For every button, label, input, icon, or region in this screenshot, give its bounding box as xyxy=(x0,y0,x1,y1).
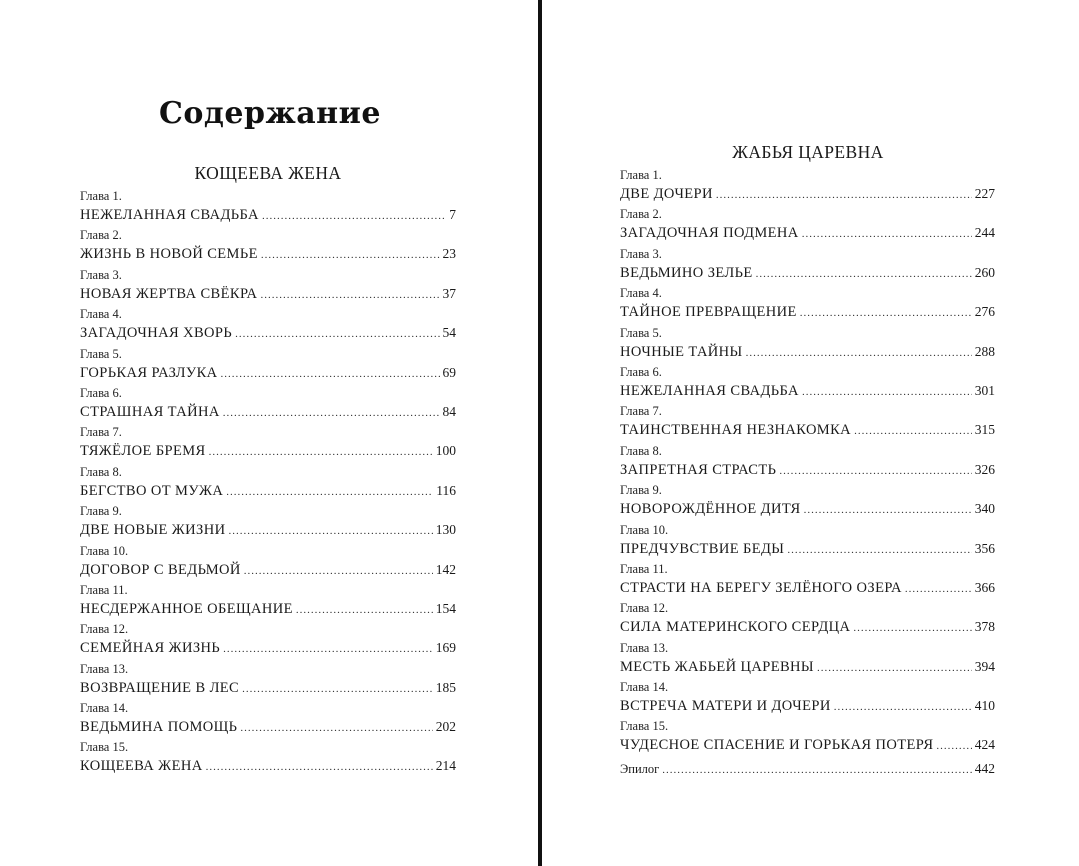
chapter-number: Глава 5. xyxy=(620,325,662,340)
toc-entry-line xyxy=(80,519,456,541)
dot-leader xyxy=(817,657,972,679)
page-number: 142 xyxy=(435,561,456,577)
chapter-title: ТАИНСТВЕННАЯ НЕЗНАКОМКА xyxy=(620,422,852,439)
dot-leader xyxy=(209,441,433,463)
chapter-title: СЕМЕЙНАЯ ЖИЗНЬ xyxy=(80,640,221,657)
dot-leader xyxy=(853,617,971,639)
chapter-title: ТАЙНОЕ ПРЕВРАЩЕНИЕ xyxy=(620,304,797,321)
toc-title: Содержание xyxy=(159,96,381,131)
toc-entry-line xyxy=(620,222,995,244)
toc-entry xyxy=(80,188,456,227)
part-title-left: КОЩЕЕВА ЖЕНА xyxy=(194,163,342,183)
toc-list-left xyxy=(80,188,456,779)
toc-entry-line xyxy=(80,480,456,502)
toc-entry xyxy=(620,679,995,718)
dot-leader xyxy=(235,323,439,345)
page-number: 326 xyxy=(974,461,995,477)
dot-leader xyxy=(834,696,972,718)
page-number: 276 xyxy=(974,304,995,320)
dot-leader xyxy=(779,460,971,482)
toc-entry xyxy=(620,600,995,639)
toc-entry-line xyxy=(620,419,995,441)
page-number: 69 xyxy=(442,364,456,380)
toc-entry-line xyxy=(80,243,456,265)
toc-entry xyxy=(80,700,456,739)
toc-entry xyxy=(80,739,456,778)
toc-entry xyxy=(80,385,456,424)
toc-entry-line xyxy=(620,538,995,560)
page-number: 7 xyxy=(449,207,456,222)
dot-leader xyxy=(223,402,440,424)
dot-leader xyxy=(223,638,433,660)
chapter-title: ЗАПРЕТНАЯ СТРАСТЬ xyxy=(620,461,777,478)
toc-entry-line xyxy=(620,341,995,363)
toc-entry xyxy=(620,206,995,245)
toc-entry xyxy=(620,285,995,324)
chapter-title: ПРЕДЧУВСТВИЕ БЕДЫ xyxy=(620,540,785,557)
chapter-title: МЕСТЬ ЖАБЬЕЙ ЦАРЕВНЫ xyxy=(620,658,814,675)
dot-leader xyxy=(662,759,972,781)
toc-entry xyxy=(80,424,456,463)
toc-entry-line xyxy=(620,498,995,520)
toc-entry-line xyxy=(620,380,995,402)
dot-leader xyxy=(716,184,972,206)
dot-leader xyxy=(244,560,433,582)
page-number: 227 xyxy=(974,186,995,201)
chapter-title: СТРАСТИ НА БЕРЕГУ ЗЕЛЁНОГО ОЗЕРА xyxy=(620,579,902,596)
chapter-title: НЕСДЕРЖАННОЕ ОБЕЩАНИЕ xyxy=(80,600,293,617)
page-number: 394 xyxy=(974,658,995,674)
chapter-title: ВОЗВРАЩЕНИЕ В ЛЕС xyxy=(80,679,240,696)
chapter-number: Глава 4. xyxy=(620,286,662,301)
dot-leader xyxy=(240,717,432,739)
page-number: 356 xyxy=(974,540,995,556)
page-number: 54 xyxy=(442,325,456,341)
page-number: 100 xyxy=(435,443,456,459)
toc-entry xyxy=(80,346,456,385)
page-number: 288 xyxy=(974,343,995,359)
toc-entry-line xyxy=(620,262,995,284)
chapter-number: Глава 10. xyxy=(80,543,129,558)
toc-entry xyxy=(620,640,995,679)
chapter-title: ДОГОВОР С ВЕДЬМОЙ xyxy=(80,561,241,578)
toc-entry-line xyxy=(80,283,456,305)
toc-entry xyxy=(80,621,456,660)
dot-leader xyxy=(854,420,972,442)
chapter-title: ТЯЖЁЛОЕ БРЕМЯ xyxy=(80,443,206,460)
chapter-number: Глава 13. xyxy=(80,661,129,676)
dot-leader xyxy=(756,263,972,285)
page-number: 340 xyxy=(974,501,995,517)
chapter-title: ЗАГАДОЧНАЯ ХВОРЬ xyxy=(80,325,233,342)
chapter-title: БЕГСТВО ОТ МУЖА xyxy=(80,482,224,499)
chapter-number: Глава 2. xyxy=(620,207,662,222)
chapter-number: Глава 3. xyxy=(80,267,122,282)
page-number: 214 xyxy=(435,758,456,774)
page-number: 116 xyxy=(436,482,456,498)
chapter-title: ГОРЬКАЯ РАЗЛУКА xyxy=(80,364,218,381)
toc-entry-line xyxy=(620,656,995,678)
chapter-number: Глава 15. xyxy=(620,719,669,734)
chapter-number: Глава 12. xyxy=(80,622,129,637)
page-number: 23 xyxy=(442,246,456,262)
page-number: 84 xyxy=(442,403,456,419)
toc-entry-line xyxy=(620,616,995,638)
chapter-number: Глава 5. xyxy=(80,346,122,361)
page-number: 244 xyxy=(974,225,995,241)
dot-leader xyxy=(787,539,971,561)
page-number: 378 xyxy=(974,619,995,635)
page-number: 37 xyxy=(442,285,456,301)
toc-entry-line xyxy=(620,459,995,481)
page-number: 366 xyxy=(974,579,995,595)
toc-entry xyxy=(620,167,995,206)
dot-leader xyxy=(242,678,433,700)
dot-leader xyxy=(746,342,972,364)
chapter-title: ВЕДЬМИНО ЗЕЛЬЕ xyxy=(620,264,753,281)
dot-leader xyxy=(936,735,971,757)
chapter-number: Глава 11. xyxy=(620,561,668,576)
page-number: 301 xyxy=(974,382,995,398)
toc-entry xyxy=(620,718,995,757)
chapter-title: НОВАЯ ЖЕРТВА СВЁКРА xyxy=(80,285,258,302)
chapter-title: ВЕДЬМИНА ПОМОЩЬ xyxy=(80,719,238,736)
toc-list-right xyxy=(620,167,995,797)
chapter-number: Глава 7. xyxy=(620,404,662,419)
chapter-number: Глава 6. xyxy=(620,364,662,379)
chapter-number: Глава 14. xyxy=(620,680,669,695)
chapter-title: СИЛА МАТЕРИНСКОГО СЕРДЦА xyxy=(620,619,851,636)
page-number: 154 xyxy=(435,600,456,616)
chapter-number: Глава 8. xyxy=(80,464,122,479)
toc-entry-line xyxy=(80,755,456,777)
toc-entry-line xyxy=(620,183,995,205)
chapter-number: Глава 6. xyxy=(80,385,122,400)
chapter-number: Глава 3. xyxy=(620,246,662,261)
chapter-title: ЧУДЕСНОЕ СПАСЕНИЕ И ГОРЬКАЯ ПОТЕРЯ xyxy=(620,737,934,754)
page-number: 185 xyxy=(435,679,456,695)
toc-entry-line xyxy=(80,559,456,581)
toc-entry xyxy=(620,246,995,285)
toc-entry xyxy=(620,522,995,561)
toc-entry xyxy=(620,364,995,403)
page-number: 260 xyxy=(974,264,995,280)
toc-entry xyxy=(80,661,456,700)
toc-entry-line xyxy=(620,301,995,323)
chapter-title: НОВОРОЖДЁННОЕ ДИТЯ xyxy=(620,501,801,518)
chapter-title: СТРАШНАЯ ТАЙНА xyxy=(80,403,220,420)
dot-leader xyxy=(206,756,433,778)
toc-entry xyxy=(80,582,456,621)
toc-entry-line xyxy=(80,401,456,423)
chapter-number: Глава 8. xyxy=(620,443,662,458)
chapter-title: КОЩЕЕВА ЖЕНА xyxy=(80,758,203,775)
chapter-title: ДВЕ ДОЧЕРИ xyxy=(620,186,713,202)
page-number: 169 xyxy=(435,640,456,656)
toc-entry-line xyxy=(620,734,995,756)
toc-entry-line xyxy=(80,716,456,738)
chapter-title: НЕЖЕЛАННАЯ СВАДЬБА xyxy=(620,382,799,399)
dot-leader xyxy=(804,499,972,521)
page-number: 410 xyxy=(974,698,995,714)
chapter-number: Глава 11. xyxy=(80,582,128,597)
chapter-number: Глава 7. xyxy=(80,425,122,440)
toc-entry-line xyxy=(80,322,456,344)
dot-leader xyxy=(226,481,433,503)
chapter-number: Глава 15. xyxy=(80,740,129,755)
dot-leader xyxy=(221,363,440,385)
chapter-number: Глава 2. xyxy=(80,228,122,243)
toc-entry xyxy=(620,443,995,482)
dot-leader xyxy=(228,520,432,542)
chapter-number: Глава 1. xyxy=(620,168,662,182)
toc-entry xyxy=(620,325,995,364)
dot-leader xyxy=(262,205,446,227)
page-number: 424 xyxy=(974,737,995,753)
dot-leader xyxy=(802,223,972,245)
toc-entry xyxy=(80,227,456,266)
dot-leader xyxy=(296,599,433,621)
toc-entry xyxy=(620,403,995,442)
chapter-title: ДВЕ НОВЫЕ ЖИЗНИ xyxy=(80,522,226,539)
toc-entry xyxy=(80,543,456,582)
chapter-number: Глава 4. xyxy=(80,307,122,322)
chapter-title: ЖИЗНЬ В НОВОЙ СЕМЬЕ xyxy=(80,246,258,263)
toc-entry-line xyxy=(80,677,456,699)
chapter-number: Глава 9. xyxy=(80,504,122,519)
chapter-title: ЗАГАДОЧНАЯ ПОДМЕНА xyxy=(620,225,799,242)
chapter-title: ВСТРЕЧА МАТЕРИ И ДОЧЕРИ xyxy=(620,698,831,715)
toc-entry xyxy=(80,306,456,345)
toc-entry-line xyxy=(80,362,456,384)
chapter-number: Глава 14. xyxy=(80,701,129,716)
page-number: 315 xyxy=(974,422,995,438)
epilogue-title: Эпилог xyxy=(620,761,660,776)
chapter-number: Глава 13. xyxy=(620,640,669,655)
page-number: 442 xyxy=(974,760,995,776)
toc-entry-line xyxy=(80,598,456,620)
toc-entry-line xyxy=(620,577,995,599)
toc-entry-line xyxy=(80,204,456,226)
toc-epilogue-entry xyxy=(620,758,995,797)
chapter-title: НЕЖЕЛАННАЯ СВАДЬБА xyxy=(80,207,259,223)
toc-entry xyxy=(620,482,995,521)
page-number: 202 xyxy=(435,719,456,735)
toc-entry xyxy=(80,267,456,306)
chapter-number: Глава 12. xyxy=(620,601,669,616)
toc-entry xyxy=(80,503,456,542)
toc-entry-line xyxy=(620,758,995,780)
dot-leader xyxy=(800,302,972,324)
toc-entry xyxy=(620,561,995,600)
chapter-title: НОЧНЫЕ ТАЙНЫ xyxy=(620,343,743,360)
chapter-number: Глава 1. xyxy=(80,189,122,203)
dot-leader xyxy=(261,244,440,266)
chapter-number: Глава 9. xyxy=(620,483,662,498)
toc-entry xyxy=(80,464,456,503)
dot-leader xyxy=(905,578,972,600)
chapter-number: Глава 10. xyxy=(620,522,669,537)
toc-entry-line xyxy=(80,440,456,462)
page-number: 130 xyxy=(435,522,456,538)
dot-leader xyxy=(260,284,439,306)
part-title-right: ЖАБЬЯ ЦАРЕВНА xyxy=(732,142,884,162)
dot-leader xyxy=(802,381,972,403)
toc-entry-line xyxy=(620,695,995,717)
toc-entry-line xyxy=(80,637,456,659)
